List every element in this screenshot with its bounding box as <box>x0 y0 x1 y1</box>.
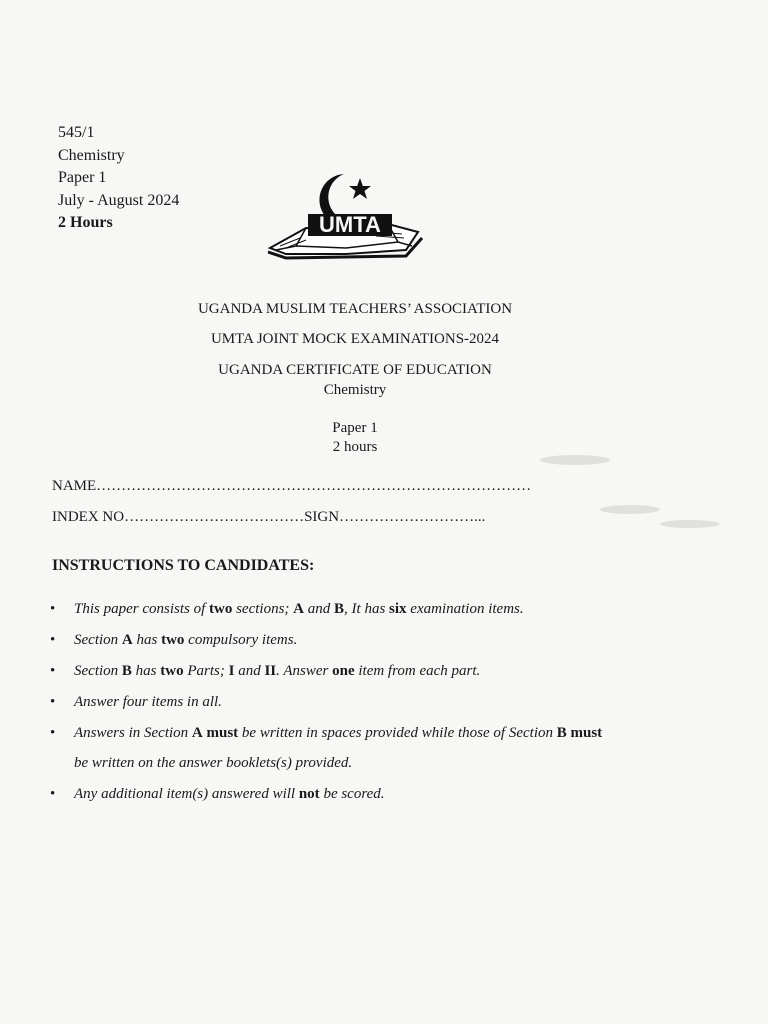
list-item: • Section A has two compulsory items. <box>50 625 690 656</box>
subject-name: Chemistry <box>58 146 125 164</box>
index-sign-field[interactable]: INDEX NO………………………………SIGN………………………... <box>52 509 486 525</box>
name-field[interactable]: NAME…………………………………………………………………………… <box>52 478 532 494</box>
instructions-title: INSTRUCTIONS TO CANDIDATES: <box>52 557 315 574</box>
list-item: • Answers in Section A must be written in spaces provided while those of Section B must be written on the answer booklets(s) provided. <box>50 718 690 779</box>
exam-duration: 2 Hours <box>58 214 113 231</box>
paper-number: Paper 1 <box>58 169 107 186</box>
list-item: • Section B has two Parts; I and II. Answer one item from each part. <box>50 656 690 687</box>
logo-text: UMTA <box>319 212 381 237</box>
bullet-icon: • <box>50 663 56 679</box>
exam-title: UMTA JOINT MOCK EXAMINATIONS-2024 <box>210 331 500 347</box>
duration-heading: 2 hours <box>332 439 378 455</box>
bullet-icon: • <box>50 786 56 802</box>
paper-crease <box>600 505 660 514</box>
list-item: • This paper consists of two sections; A and B, It has six examination items. <box>50 594 690 625</box>
certificate-title: UGANDA CERTIFICATE OF EDUCATION <box>218 362 492 378</box>
exam-date: July - August 2024 <box>58 191 180 209</box>
list-item: • Any additional item(s) answered will not be scored. <box>50 779 690 810</box>
association-title: UGANDA MUSLIM TEACHERS’ ASSOCIATION <box>197 301 513 317</box>
umta-logo <box>266 168 426 260</box>
paper-crease <box>540 455 610 465</box>
list-item: • Answer four items in all. <box>50 687 690 718</box>
exam-meta <box>58 122 179 235</box>
paper-code: 545/1 <box>58 124 95 141</box>
bullet-icon: • <box>50 632 56 648</box>
paper-crease <box>660 520 720 528</box>
bullet-icon: • <box>50 725 56 741</box>
paper-heading: Paper 1 <box>332 420 378 436</box>
bullet-icon: • <box>50 601 56 617</box>
subject-heading: Chemistry <box>323 382 387 398</box>
bullet-icon: • <box>50 694 56 710</box>
instructions-list <box>50 594 690 810</box>
